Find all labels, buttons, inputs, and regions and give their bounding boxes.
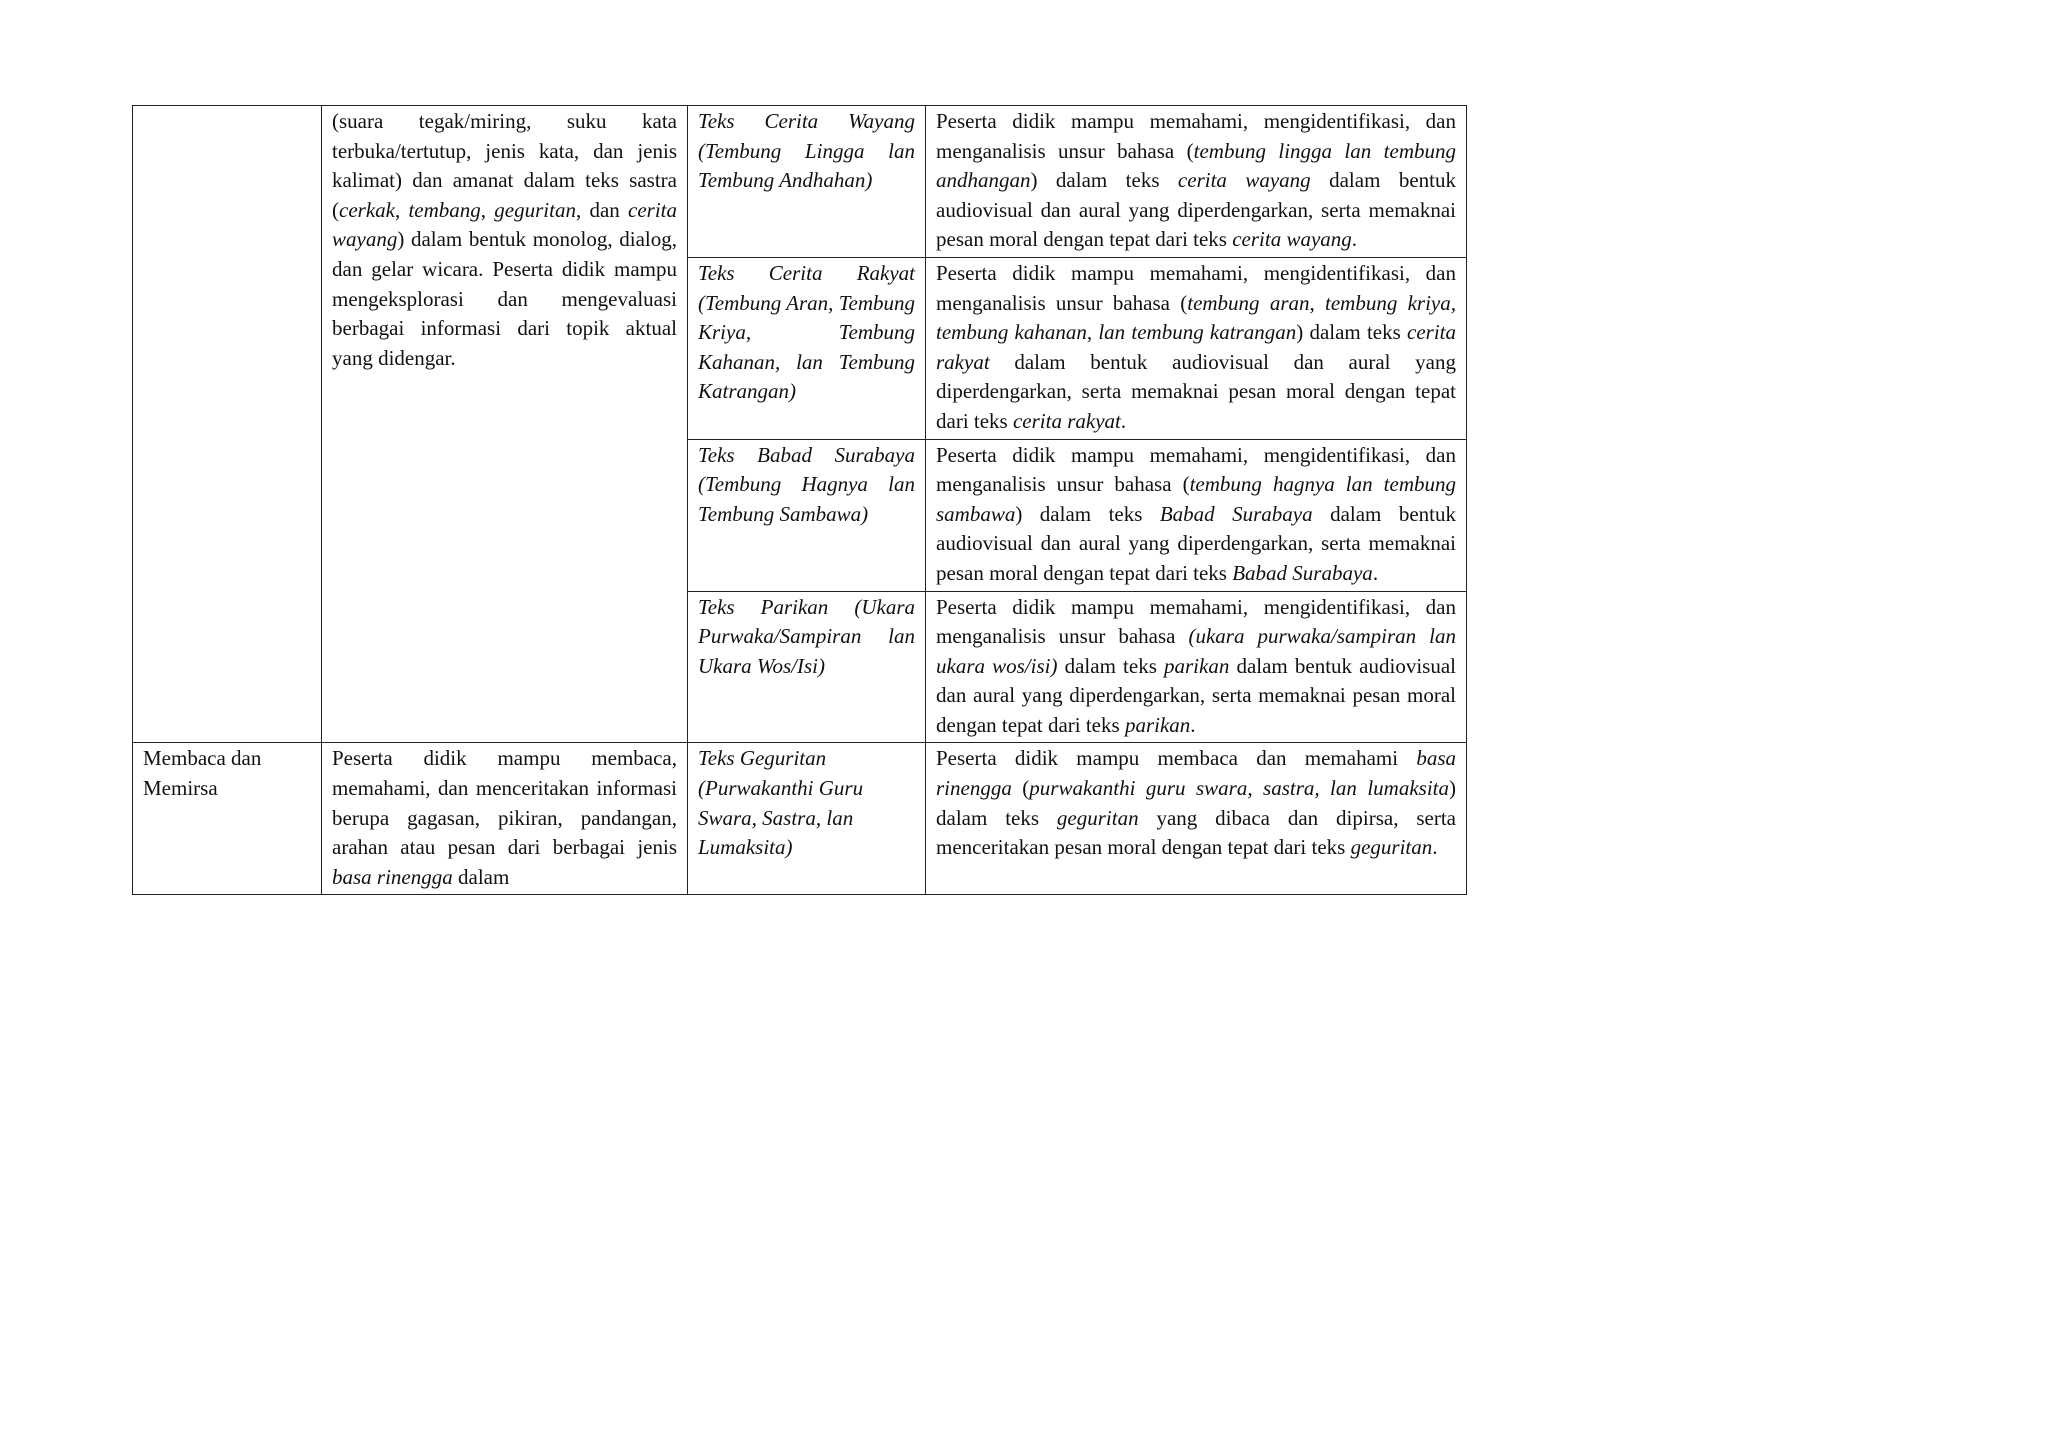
text-run: dalam bentuk audiovisual dan aural yang diperdengarkan, serta memaknai pesan moral dengan tepat dari teks: [936, 168, 1456, 252]
text-run: ,: [394, 197, 409, 222]
text-run: (: [1011, 776, 1030, 801]
italic-text-run: Babad Surabaya: [1232, 560, 1373, 585]
text-run: .: [1120, 408, 1127, 433]
text-run: dalam bentuk audiovisual dan aural yang diperdengarkan, serta memaknai pesan moral dengan tepat dari teks: [936, 653, 1456, 737]
italic-text-run: cerita wayang: [1232, 227, 1352, 252]
italic-text-run: cerkak: [339, 197, 395, 222]
text-run: Peserta didik mampu membaca, memahami, dan menceritakan informasi berupa gagasan, pikiran, pandangan, arahan atau pesan dari berbagai jenis: [332, 746, 677, 860]
text-run: (suara tegak/miring, suku kata terbuka/tertutup, jenis kata, dan jenis kalimat) dan amanat dalam teks sastra (: [332, 109, 677, 222]
italic-text-run: geguritan: [1056, 805, 1139, 830]
text-run: .: [1351, 227, 1358, 252]
italic-text-run: Babad Surabaya: [1159, 501, 1313, 526]
table-row: [133, 743, 1467, 895]
text-run: ) dalam teks: [1030, 168, 1178, 193]
text-run: ) dalam bentuk monolog, dialog, dan gelar wicara. Peserta didik mampu mengeksplorasi dan mengevaluasi berbagai informasi dari topik aktual yang didengar.: [332, 227, 677, 370]
italic-text-run: tembung aran, tembung kriya, tembung kahanan, lan tembung katrangan: [936, 290, 1456, 345]
italic-text-run: tembung lingga lan tembung andhangan: [936, 138, 1456, 193]
tujuan-cell: [926, 106, 1467, 258]
text-run: dalam bentuk audiovisual dan aural yang diperdengarkan, serta memaknai pesan moral dengan tepat dari teks: [936, 349, 1456, 433]
curriculum-table: [132, 105, 1467, 895]
text-run: ) dalam teks: [936, 776, 1456, 830]
text-run: .: [1432, 835, 1438, 860]
text-run: , dan: [575, 197, 629, 222]
text-run: .: [1372, 560, 1379, 585]
materi-cell: Teks Cerita Rakyat (Tembung Aran, Tembung Kriya, Tembung Kahanan, lan Tembung Katrangan): [688, 257, 926, 439]
materi-cell: Teks Geguritan (Purwakanthi Guru Swara, Sastra, lan Lumaksita): [688, 743, 926, 895]
materi-cell: Teks Cerita Wayang (Tembung Lingga lan Tembung Andhahan): [688, 106, 926, 258]
text-run: ) dalam teks: [1015, 501, 1160, 526]
italic-text-run: basa rinengga: [936, 746, 1456, 801]
text-run: ) dalam teks: [1296, 320, 1408, 345]
italic-text-run: tembung hagnya lan tembung sambawa: [936, 472, 1457, 526]
element-cell: Membaca dan Memirsa: [133, 743, 322, 895]
table-row: [133, 106, 1467, 258]
text-run: Peserta didik mampu membaca dan memahami: [936, 746, 1417, 771]
italic-text-run: cerita wayang: [1177, 168, 1311, 193]
tujuan-cell: [926, 257, 1467, 439]
text-run: Peserta didik mampu memahami, mengidentifikasi, dan menganalisis unsur bahasa (: [936, 260, 1456, 315]
text-run: ,: [480, 197, 495, 222]
italic-text-run: parikan: [1164, 653, 1230, 678]
italic-text-run: cerita wayang: [332, 197, 678, 252]
italic-text-run: cerita rakyat: [1012, 408, 1121, 433]
italic-text-run: (ukara purwaka/sampiran lan ukara wos/isi): [936, 624, 1457, 678]
italic-text-run: parikan: [1124, 712, 1191, 737]
italic-text-run: geguritan: [494, 197, 576, 222]
element-cell: [133, 106, 322, 743]
text-run: Peserta didik mampu memahami, mengidentifikasi, dan menganalisis unsur bahasa (: [936, 109, 1456, 163]
text-run: .: [1190, 712, 1196, 737]
text-run: dalam bentuk audiovisual dan aural yang diperdengarkan, serta memaknai pesan moral dengan tepat dari teks: [936, 501, 1456, 585]
capaian-cell: [322, 743, 688, 895]
text-run: dalam teks: [1057, 653, 1164, 678]
text-run: Peserta didik mampu memahami, mengidentifikasi, dan menganalisis unsur bahasa (: [936, 442, 1456, 497]
italic-text-run: tembang: [408, 197, 481, 222]
materi-cell: Teks Parikan (Ukara Purwaka/Sampiran lan Ukara Wos/Isi): [688, 591, 926, 743]
text-run: Peserta didik mampu memahami, mengidentifikasi, dan menganalisis unsur bahasa: [936, 594, 1456, 649]
italic-text-run: cerita rakyat: [936, 320, 1456, 374]
tujuan-cell: [926, 743, 1467, 895]
capaian-cell: [322, 106, 688, 743]
text-run: dalam: [452, 864, 510, 889]
italic-text-run: basa rinengga: [332, 864, 453, 889]
text-run: yang dibaca dan dipirsa, serta menceritakan pesan moral dengan tepat dari teks: [936, 805, 1456, 860]
tujuan-cell: [926, 439, 1467, 591]
italic-text-run: geguritan: [1350, 835, 1433, 860]
tujuan-cell: [926, 591, 1467, 743]
italic-text-run: purwakanthi guru swara, sastra, lan lumaksita: [1029, 776, 1449, 801]
materi-cell: Teks Babad Surabaya (Tembung Hagnya lan Tembung Sambawa): [688, 439, 926, 591]
